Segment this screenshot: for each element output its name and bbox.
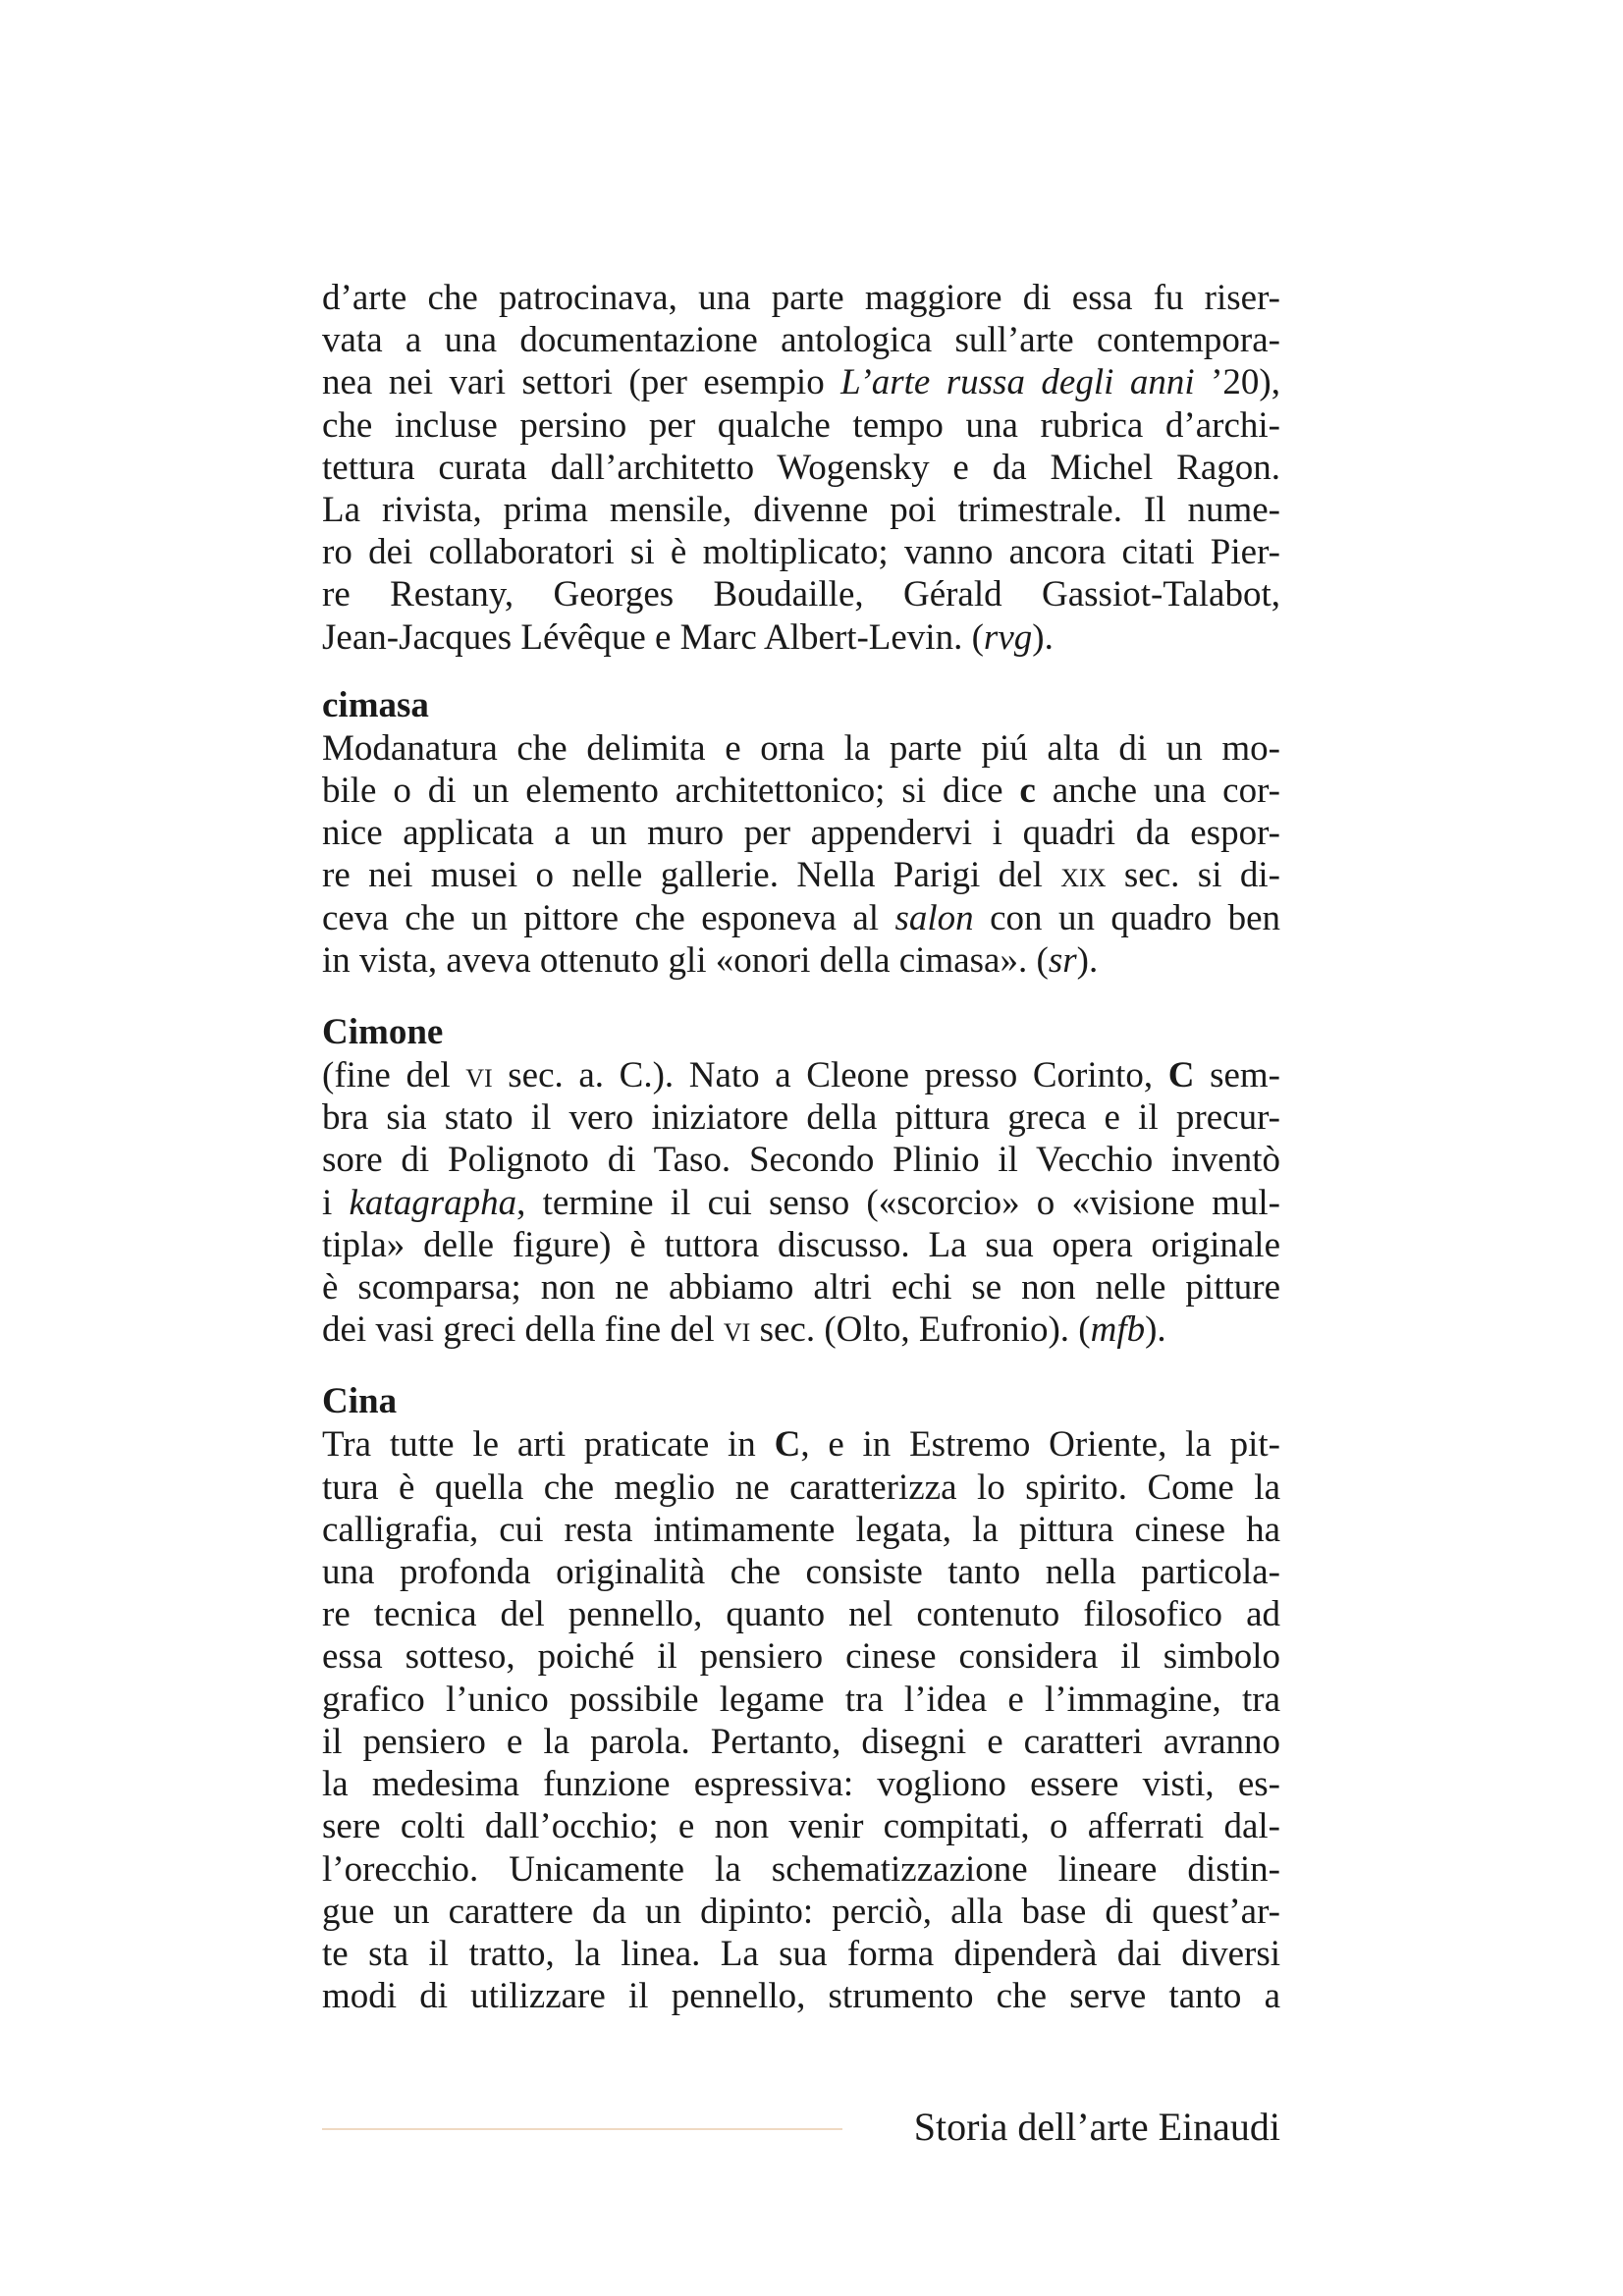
text-line: gue un carattere da un dipinto: perciò, alla base di quest’ar-	[322, 1891, 1280, 1932]
text-column	[322, 277, 1280, 2017]
bold-abbreviation: c	[1019, 771, 1036, 812]
entry-body-cina	[322, 1423, 1280, 2017]
text-line: re Restany, Georges Boudaille, Gérald Gassiot-Talabot,	[322, 574, 1280, 615]
page-footer	[322, 2105, 1280, 2150]
text-line: Jean-Jacques Lévêque e Marc Albert-Levin. (rvg).	[322, 616, 1054, 658]
italic-text: sr	[1048, 939, 1077, 981]
text-line: vata a una documentazione antologica sull’arte contempora-	[322, 320, 1280, 361]
text-line: sere colti dall’occhio; e non venir compitati, o afferrati dal-	[322, 1806, 1280, 1847]
text-line: essa sotteso, poiché il pensiero cinese considera il simbolo	[322, 1636, 1280, 1678]
text-line: bra sia stato il vero iniziatore della pittura greca e il precur-	[322, 1097, 1280, 1139]
bold-abbreviation: C	[774, 1424, 801, 1466]
entry-heading-cina: Cina	[322, 1381, 398, 1422]
italic-text: mfb	[1090, 1309, 1146, 1351]
text-line: ro dei collaboratori si è moltiplicato; vanno ancora citati Pier-	[322, 532, 1280, 573]
text-line: La rivista, prima mensile, divenne poi trimestrale. Il nume-	[322, 490, 1280, 531]
text-line: ceva che un pittore che esponeva al salon con un quadro ben	[322, 897, 1280, 938]
text-line: tipla» delle figure) è tuttora discusso. La sua opera originale	[322, 1224, 1280, 1265]
text-line: sore di Polignoto di Taso. Secondo Plinio il Vecchio inventò	[322, 1140, 1280, 1181]
text-line: una profonda originalità che consiste tanto nella particola-	[322, 1552, 1280, 1593]
text-line: re nei musei o nelle gallerie. Nella Parigi del xix sec. si di-	[322, 855, 1280, 896]
entry-body-cimasa	[322, 727, 1280, 982]
italic-text: L’arte russa degli anni	[840, 362, 1195, 403]
text-line: è scomparsa; non ne abbiamo altri echi se non nelle pitture	[322, 1267, 1280, 1308]
text-line: tettura curata dall’architetto Wogensky e da Michel Ragon.	[322, 447, 1280, 488]
small-caps-numeral: vi	[465, 1055, 493, 1096]
text-line: tura è quella che meglio ne caratterizza lo spirito. Come la	[322, 1467, 1280, 1508]
text-line: Modanatura che delimita e orna la parte piú alta di un mo-	[322, 727, 1280, 769]
text-line: grafico l’unico possibile legame tra l’idea e l’immagine, tra	[322, 1679, 1280, 1720]
text-line: che incluse persino per qualche tempo una rubrica d’archi-	[322, 404, 1280, 446]
text-line: nea nei vari settori (per esempio L’arte russa degli anni ’20),	[322, 362, 1280, 403]
small-caps-numeral: xix	[1060, 855, 1107, 896]
text-line: la medesima funzione espressiva: vogliono essere visti, es-	[322, 1764, 1280, 1805]
text-line: te sta il tratto, la linea. La sua forma dipenderà dai diversi	[322, 1933, 1280, 1974]
footer-title: Storia dell’arte Einaudi	[913, 2105, 1280, 2149]
entry-heading-cimone: Cimone	[322, 1012, 444, 1053]
text-line: dei vasi greci della fine del vi sec. (Olto, Eufronio). (mfb).	[322, 1309, 1166, 1351]
entry-continuation	[322, 277, 1280, 659]
italic-text: rvg	[983, 616, 1033, 658]
text-line: Tra tutte le arti praticate in C, e in Estremo Oriente, la pit-	[322, 1424, 1280, 1466]
text-line: bile o di un elemento architettonico; si dice c anche una cor-	[322, 771, 1280, 812]
italic-text: salon	[894, 897, 974, 938]
text-line: l’orecchio. Unicamente la schematizzazione lineare distin-	[322, 1848, 1280, 1890]
text-line: modi di utilizzare il pennello, strumento che serve tanto a	[322, 1976, 1280, 2017]
text-line: (fine del vi sec. a. C.). Nato a Cleone presso Corinto, C sem-	[322, 1055, 1280, 1096]
italic-text: katagrapha	[349, 1182, 517, 1223]
text-line: in vista, aveva ottenuto gli «onori della cimasa». (sr).	[322, 939, 1099, 981]
text-line: d’arte che patrocinava, una parte maggiore di essa fu riser-	[322, 278, 1280, 318]
entry-heading-cimasa: cimasa	[322, 684, 429, 725]
footer-rule	[322, 2128, 842, 2130]
entry-body-cimone	[322, 1054, 1280, 1351]
text-line: il pensiero e la parola. Pertanto, disegni e caratteri avranno	[322, 1721, 1280, 1762]
text-line: nice applicata a un muro per appendervi i quadri da espor-	[322, 813, 1280, 854]
small-caps-numeral: vi	[723, 1309, 751, 1351]
text-line: calligrafia, cui resta intimamente legata, la pittura cinese ha	[322, 1509, 1280, 1550]
text-line: i katagrapha, termine il cui senso («scorcio» o «visione mul-	[322, 1182, 1280, 1223]
text-line: re tecnica del pennello, quanto nel contenuto filosofico ad	[322, 1594, 1280, 1635]
bold-abbreviation: C	[1167, 1055, 1195, 1096]
